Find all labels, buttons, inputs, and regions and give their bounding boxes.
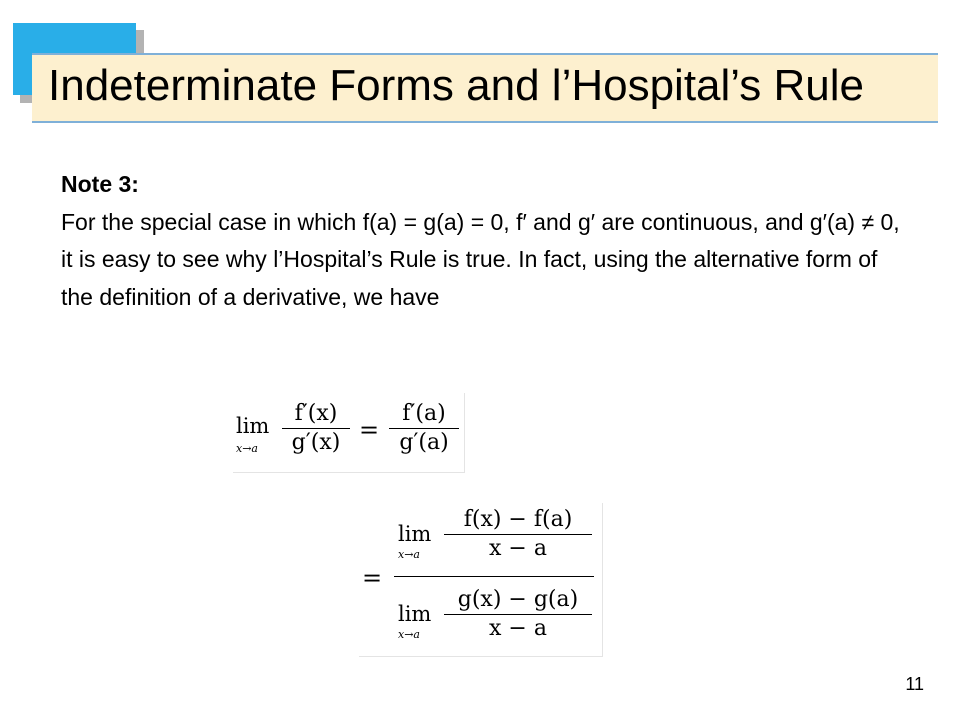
fraction-lhs <box>282 400 350 457</box>
page-number: 11 <box>905 674 924 694</box>
top-denominator: x − a <box>489 536 547 561</box>
formula-derivative-definition <box>358 502 602 656</box>
slide-body <box>61 166 911 316</box>
lim-operator-bottom: lim <box>398 602 432 626</box>
equals-sign: = <box>359 416 380 444</box>
fraction-rhs <box>389 400 459 457</box>
fraction-bottom <box>444 586 592 643</box>
rhs-denominator: g′(a) <box>399 430 449 455</box>
note-paragraph: For the special case in which f(a) = g(a) = 0, f′ and g′ are continuous, and g′(a) ≠ 0, it is easy to see why l’Hospital’s Rule is true. In fact, using the alternative form of the definition of a derivative, we have <box>61 208 900 310</box>
rhs-numerator: f′(a) <box>402 401 446 426</box>
fraction-top <box>444 506 592 563</box>
lim-operator: lim <box>236 414 270 438</box>
bottom-numerator: g(x) − g(a) <box>457 587 579 612</box>
note-heading: Note 3: <box>61 171 139 197</box>
lim-subscript-top: x→a <box>398 548 420 561</box>
top-numerator: f(x) − f(a) <box>463 507 573 532</box>
lhs-numerator: f′(x) <box>294 401 338 426</box>
lim-operator-top: lim <box>398 522 432 546</box>
formula-limit-ratio <box>232 392 464 472</box>
lim-subscript-bottom: x→a <box>398 628 420 641</box>
slide-title: Indeterminate Forms and l’Hospital’s Rule <box>48 61 864 110</box>
bottom-denominator: x − a <box>489 616 547 641</box>
equals-sign: = <box>362 564 383 592</box>
main-fraction-bar <box>394 576 594 577</box>
lim-subscript: x→a <box>236 442 258 455</box>
lhs-denominator: g′(x) <box>291 430 341 455</box>
